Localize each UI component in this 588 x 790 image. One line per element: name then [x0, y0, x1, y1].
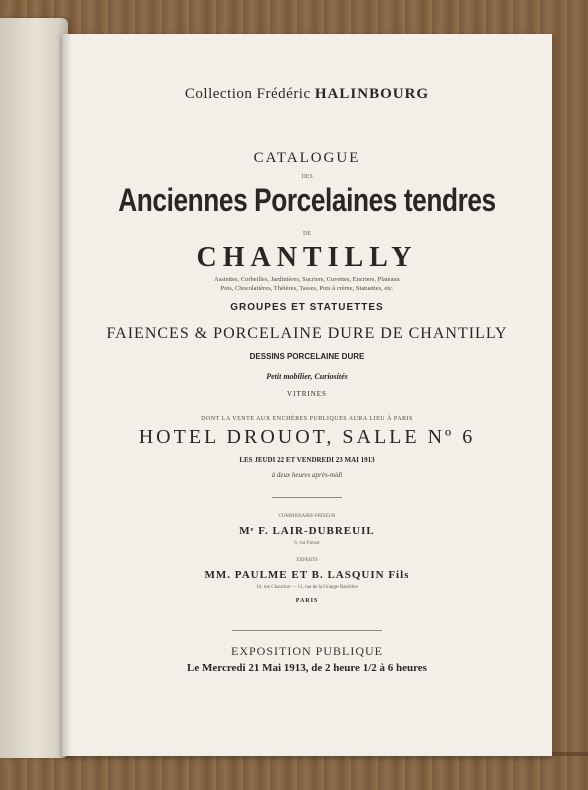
hotel-drouot-heading: HOTEL DROUOT, SALLE Nº 6: [138, 426, 476, 448]
catalogue-heading: CATALOGUE: [253, 150, 361, 166]
dessins-heading: DESSINS PORCELAINE DURE: [249, 352, 365, 361]
paris-line: PARIS: [295, 598, 319, 604]
commissaire-name: Mᵉ F. LAIR-DUBREUIL: [239, 525, 375, 537]
collection-name: HALINBOURG: [314, 86, 430, 102]
experts-address: 10, rue Chauchat — 11, rue de la Grange-Batelière: [256, 585, 358, 590]
sale-dates: LES JEUDI 22 ET VENDREDI 23 MAI 1913: [239, 456, 375, 464]
petit-mobilier-line: Petit mobilier, Curiosités: [266, 372, 348, 381]
subjects-line-2: Pots, Chocolatières, Théières, Tasses, Pots à crème, Statuettes, etc.: [220, 285, 394, 292]
main-title: Anciennes Porcelaines tendres: [118, 182, 496, 218]
vente-notice: DONT LA VENTE AUX ENCHÈRES PUBLIQUES AURA LIEU À PARIS: [201, 416, 413, 422]
chantilly-title: CHANTILLY: [196, 242, 418, 273]
catalogue-title-page: [62, 34, 552, 756]
collection-line: [62, 86, 552, 103]
collection-prefix: Collection Frédéric: [184, 86, 311, 102]
subjects-line-1: Assiettes, Corbeilles, Jardinières, Sucriers, Cuvettes, Encriers, Plateaux: [214, 276, 400, 283]
vitrines-line: VITRINES: [287, 390, 327, 398]
de-word: DE: [303, 231, 311, 237]
commissaire-address: 6, rue Favart: [294, 541, 320, 546]
subjects-list: [62, 275, 552, 293]
des-word: DES: [301, 174, 313, 180]
experts-name: MM. PAULME ET B. LASQUIN Fils: [204, 569, 410, 581]
divider-rule-2: [232, 630, 382, 631]
faiences-heading: FAIENCES & PORCELAINE DURE DE CHANTILLY: [106, 325, 508, 342]
groupes-heading: GROUPES ET STATUETTES: [230, 302, 384, 313]
experts-label: EXPERTS: [296, 558, 318, 563]
exposition-date: Le Mercredi 21 Mai 1913, de 2 heure 1/2 à 6 heures: [187, 662, 427, 674]
commissaire-label: COMMISSAIRE-PRISEUR: [278, 514, 336, 519]
spine-shadow: [62, 34, 72, 756]
sale-time: à deux heures après-midi: [271, 471, 343, 479]
exposition-title: EXPOSITION PUBLIQUE: [231, 644, 383, 658]
left-page-edge: [0, 18, 68, 758]
divider-rule: [272, 497, 342, 498]
